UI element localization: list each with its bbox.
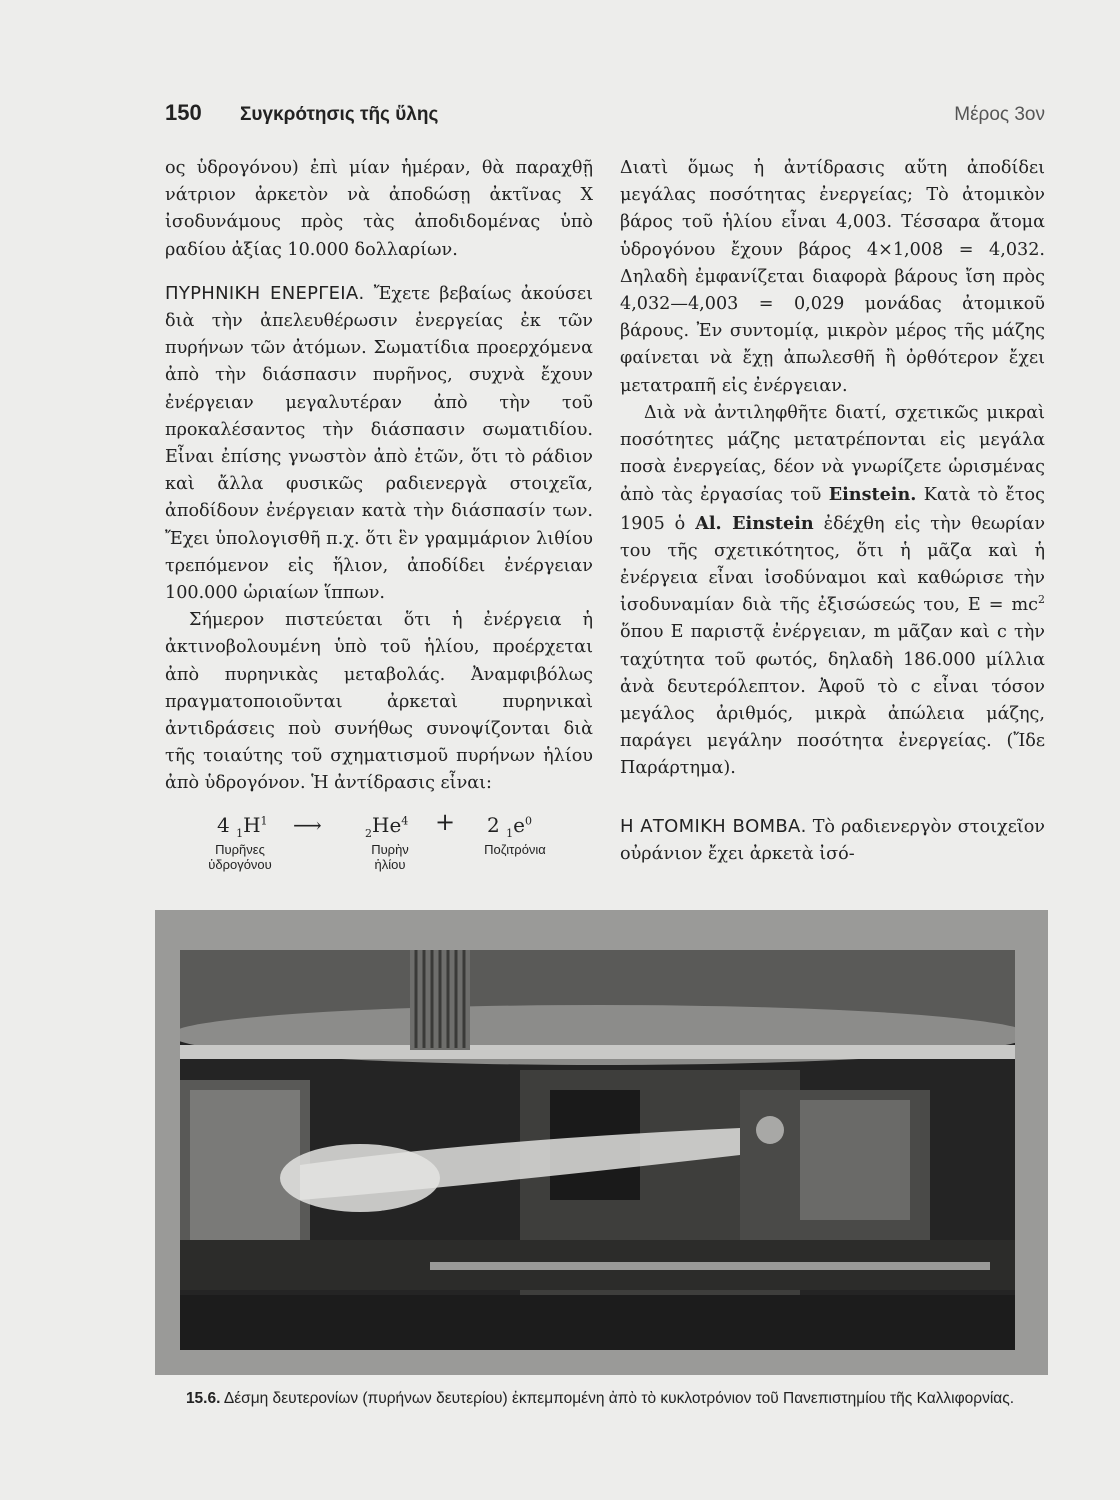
- page-number: 150: [165, 100, 202, 125]
- section-heading-nuclear-energy: ΠΥΡΗΝΙΚΗ ΕΝΕΡΓΕΙΑ.: [165, 282, 365, 304]
- running-title: Συγκρότησις τῆς ὕλης: [240, 104, 439, 125]
- right-column: [620, 155, 1045, 868]
- eq-sym-3: e: [513, 812, 525, 837]
- eq-sup-3: 0: [524, 814, 532, 828]
- label-helium-nucleus: [340, 842, 440, 872]
- right-paragraph-3: [620, 813, 1045, 868]
- figure-number: 15.6.: [185, 1390, 221, 1407]
- p2-text-b: Κατὰ τὸ ἔτος 1905 ὁ: [620, 485, 1045, 534]
- section-heading-atomic-bomb: Η ΑΤΟΜΙΚΗ ΒΟΜΒΑ.: [620, 815, 807, 837]
- eq-sub-2: 2: [365, 826, 372, 840]
- p2-text-a: Διὰ νὰ ἀντιληφθῆτε διατί, σχετικῶς μικραὶ ποσότητες μάζης μετατρέπονται εἰς μεγάλα ποσὰ ἐνεργείας, δέον νὰ γνωρίζετε ὡρισμένας ἀπὸ τὰς ἐργασίας τοῦ: [620, 402, 1045, 506]
- p2-text-c: ἐδέχθη εἰς τὴν θεωρίαν του τῆς σχετικότητος, ὅτι ἡ μᾶζα καὶ ἡ ἐνέργεια εἶναι ἰσοδύναμοι καὶ καθώρισε τὴν ἰσοδυναμίαν διὰ τῆς ἐξισώσεώς του, E = mc: [620, 513, 1046, 616]
- label-helium-line1: Πυρὴν: [371, 841, 409, 857]
- einstein-name: Einstein.: [828, 484, 917, 506]
- right-paragraph-1: Διατὶ ὅμως ἡ ἀντίδρασις αὕτη ἀποδίδει μεγάλας ποσότητας ἐνεργείας; Τὸ ἀτομικὸν βάρος τοῦ ἡλίου εἶναι 4,003. Τέσσαρα ἄτομα ὑδρογόνου ἔχουν βάρος 4×1,008 = 4,032. Δηλαδὴ ἐμφανίζεται διαφορὰ βάρους ἴση πρὸς 4,032—4,003 = 0,029 μονάδας ἀτομικοῦ βάρους. Ἐν συντομίᾳ, μικρὸν μέρος τῆς μάζης φαίνεται νὰ ἔχῃ ἀπωλεσθῆ ἢ ὀρθότερον ἔχει μετατραπῆ εἰς ἐνέργειαν.: [620, 158, 1045, 396]
- eq-sym-2: He: [372, 812, 402, 837]
- fusion-equation: [165, 807, 593, 872]
- label-hydrogen-line1: Πυρῆνες: [215, 841, 265, 857]
- figure-caption-text: Δέσμη δευτερονίων (πυρήνων δευτερίου) ἐκπεμπομένη ἀπὸ τὸ κυκλοτρόνιον τοῦ Πανεπιστημίου τῆς Καλλιφορνίας.: [223, 1390, 1015, 1407]
- p2-text-d: ὅπου E παριστᾷ ἐνέργειαν, m μᾶζαν καὶ c τὴν ταχύτητα τοῦ φωτός, δηλαδὴ 186.000 μίλλια ἀνὰ δευτερόλεπτον. Ἀφοῦ τὸ c εἶναι τόσον μεγάλος ἀριθμός, μικρὰ ἀπώλεια μάζης, παράγει μεγάλην ποσότητα ἐνεργείας. (Ἴδε Παράρτημα).: [620, 622, 1045, 779]
- page-header: [165, 100, 1065, 140]
- label-helium-line2: ἡλίου: [374, 856, 406, 872]
- eq-sup-1: 1: [260, 814, 268, 828]
- left-paragraph-3: Σήμερον πιστεύεται ὅτι ἡ ἐνέργεια ἡ ἀκτινοβολουμένη ὑπὸ τοῦ ἡλίου, προέρχεται ἀπὸ πυρηνικὰς μεταβολάς. Ἀναμφιβόλως πραγματοποιοῦνται ἀρκεταὶ πυρηνικαὶ ἀντιδράσεις ποὺ συνήθως συνοψίζονται διὰ τῆς τοιαύτης τοῦ σχηματισμοῦ πυρήνων ἡλίου ἀπὸ ὑδρογόνον. Ἡ ἀντίδρασις εἶναι:: [165, 610, 593, 794]
- mc-squared-exponent: 2: [1038, 593, 1045, 607]
- figure-frame: [155, 910, 1048, 1375]
- figure-caption: [160, 1388, 1040, 1410]
- eq-sub-3: 1: [506, 826, 514, 840]
- left-paragraph-1: ος ὑδρογόνου) ἐπὶ μίαν ἡμέραν, θὰ παραχθῇ νάτριον ἀρκετὸν νὰ ἀποδώσῃ ἀκτῖνας X ἰσοδυνάμους πρὸς τὰς ἀποδιδομένας ὑπὸ ραδίου ἀξίας 10.000 δολλαρίων.: [165, 158, 593, 260]
- eq-sub-1: 1: [236, 826, 244, 840]
- right-paragraph-2: [620, 400, 1045, 783]
- label-hydrogen-nuclei: [190, 842, 290, 872]
- label-hydrogen-line2: ὑδρογόνου: [208, 856, 272, 872]
- left-column: [165, 155, 593, 872]
- plus-sign: +: [435, 807, 456, 836]
- reaction-arrow: ⟶: [293, 812, 322, 837]
- part-label: Μέρος 3ον: [954, 104, 1045, 125]
- left-paragraph-2: [165, 280, 593, 607]
- eq-coef-3: 2: [487, 812, 500, 837]
- eq-sym-1: H: [243, 812, 261, 837]
- cyclotron-beam-photo: [180, 950, 1015, 1350]
- atomic-bomb-text: Τὸ ραδιενεργὸν στοιχεῖον οὐράνιον ἔχει ἀρκετὰ ἰσό-: [620, 816, 1045, 864]
- al-einstein-name: Al. Einstein: [695, 512, 814, 534]
- label-positrons: Ποζιτρόνια: [484, 841, 546, 857]
- nuclear-energy-text: Ἔχετε βεβαίως ἀκούσει διὰ τὴν ἀπελευθέρωσιν ἐνεργείας ἐκ τῶν πυρήνων τῶν ἀτόμων. Σωματίδια προερχόμενα ἀπὸ τὴν διάσπασιν πυρῆνος, συχνὰ ἔχουν ἐνέργειαν μεγαλυτέραν ἀπὸ τὴν τοῦ προκαλέσαντος τὴν διάσπασιν σωματιδίου. Εἶναι ἐπίσης γνωστὸν ἀπὸ ἐτῶν, ὅτι τὸ ράδιον καὶ ἄλλα φυσικῶς ραδιενεργὰ στοιχεῖα, ἀποδίδουν ἐνέργειαν κατὰ τὴν διάσπασίν των. Ἔχει ὑπολογισθῆ π.χ. ὅτι ἓν γραμμάριον λιθίου τρεπόμενον εἰς ἥλιον, ἀποδίδει ἐνέργειαν 100.000 ὡριαίων ἵππων.: [165, 283, 593, 604]
- eq-coef-1: 4: [217, 812, 230, 837]
- eq-sup-2: 4: [401, 814, 409, 828]
